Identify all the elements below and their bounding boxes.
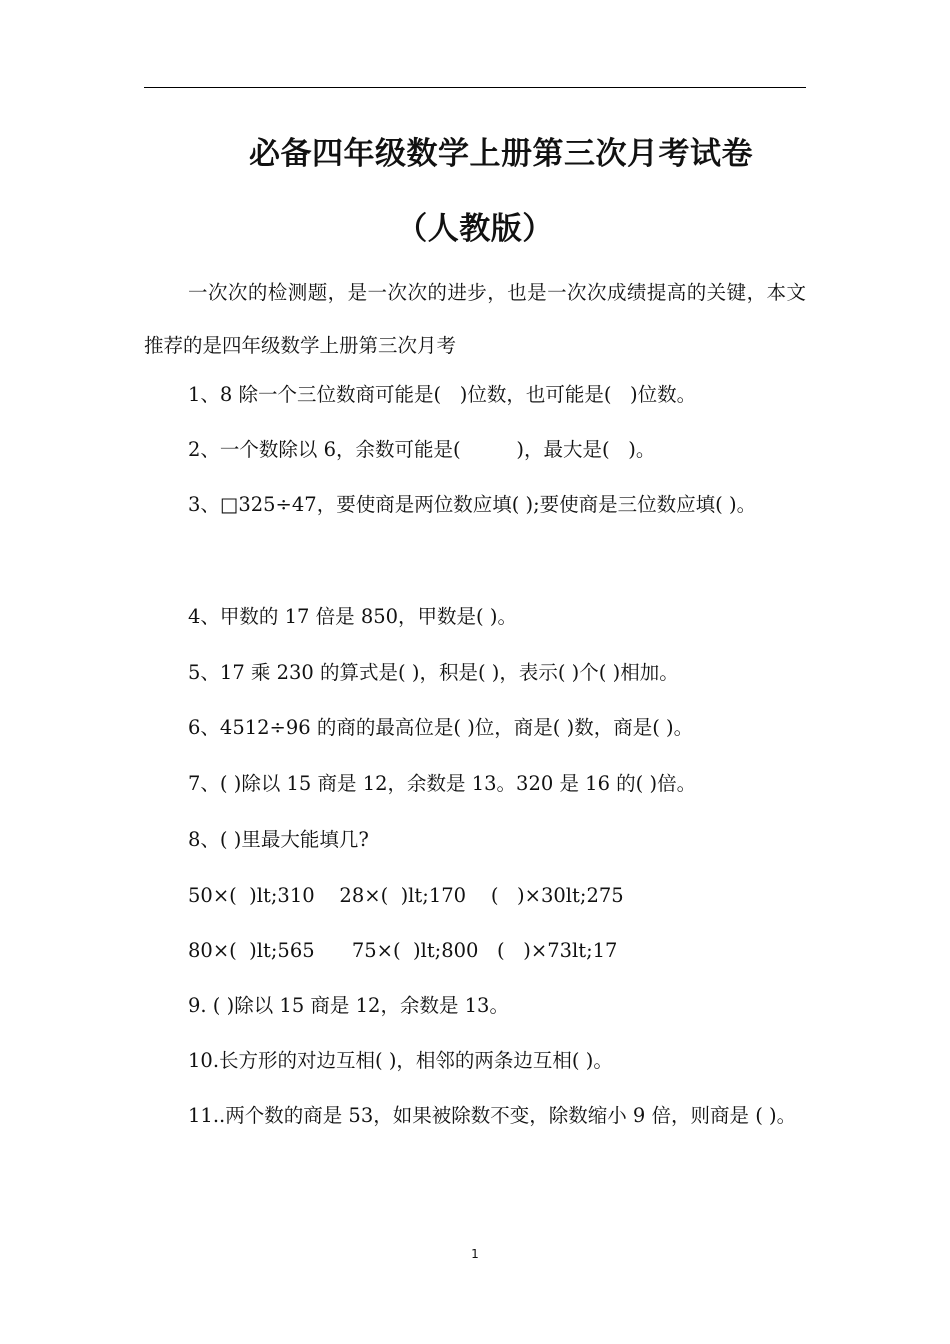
page-number: 1: [471, 1247, 479, 1261]
question-10: 10.长方形的对边互相( )，相邻的两条边互相( )。: [188, 1049, 613, 1072]
document-title: 必备四年级数学上册第三次月考试卷: [249, 136, 753, 172]
question-8: 8、( )里最大能填几?: [188, 828, 369, 851]
question-8-row-2: 80×( )lt;565 75×( )lt;800 ( )×73lt;17: [188, 939, 618, 962]
question-11: 11..两个数的商是 53，如果被除数不变，除数缩小 9 倍，则商是 ( )。: [188, 1104, 797, 1127]
document-subtitle: （人教版）: [396, 211, 554, 247]
question-3: 3、□325÷47，要使商是两位数应填( );要使商是三位数应填( )。: [188, 493, 757, 516]
question-5: 5、17 乘 230 的算式是( )，积是( )，表示( )个( )相加。: [188, 661, 679, 684]
question-9: 9. ( )除以 15 商是 12，余数是 13。: [188, 994, 509, 1017]
question-6: 6、4512÷96 的商的最高位是( )位，商是( )数，商是( )。: [188, 716, 694, 739]
question-2: 2、一个数除以 6，余数可能是( )，最大是( )。: [188, 438, 656, 461]
header-rule: [144, 87, 806, 88]
intro-paragraph: 一次次的检测题，是一次次的进步，也是一次次成绩提高的关键，本文推荐的是四年级数学上册第三次月考: [144, 281, 806, 357]
question-8-row-1: 50×( )lt;310 28×( )lt;170 ( )×30lt;275: [188, 884, 624, 907]
question-1: 1、8 除一个三位数商可能是( )位数，也可能是( )位数。: [188, 383, 697, 406]
question-4: 4、甲数的 17 倍是 850，甲数是( )。: [188, 605, 517, 628]
question-7: 7、( )除以 15 商是 12，余数是 13。320 是 16 的( )倍。: [188, 772, 697, 795]
